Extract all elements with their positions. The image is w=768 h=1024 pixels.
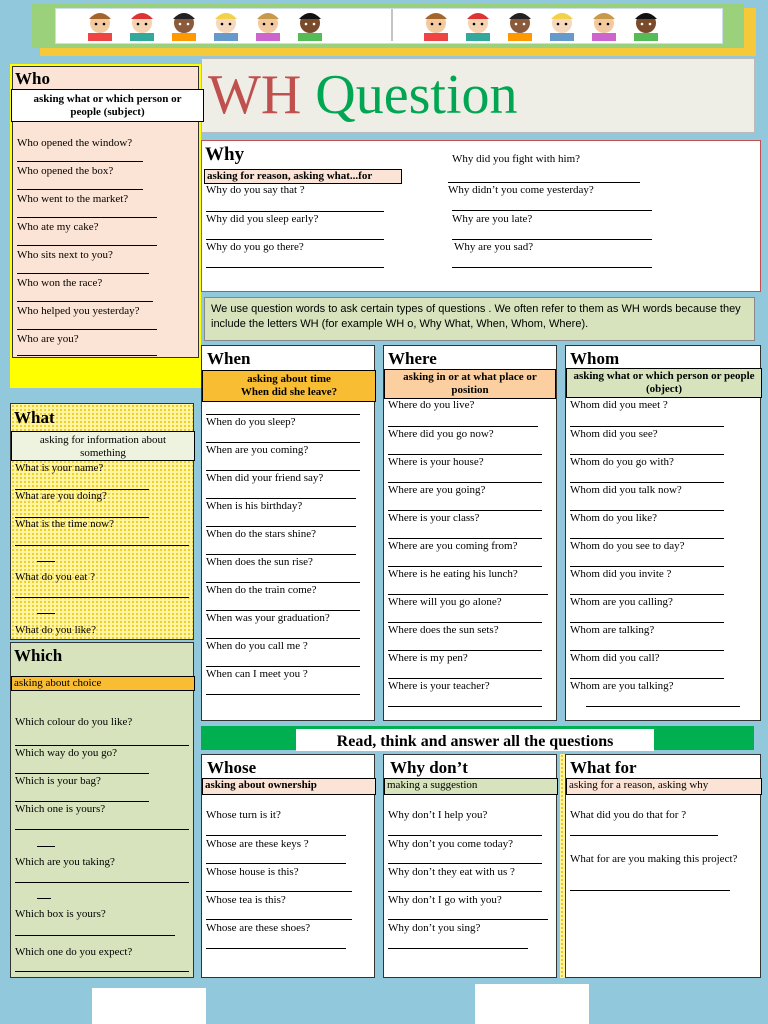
answer-line[interactable]: [388, 594, 548, 595]
answer-line[interactable]: [37, 846, 55, 847]
question-text: Why did you fight with him?: [452, 153, 581, 165]
question-text: Whom do you go with?: [570, 456, 674, 468]
answer-line[interactable]: [206, 442, 360, 443]
why-panel: [201, 140, 761, 292]
who-panel: [10, 64, 201, 388]
answer-line[interactable]: [206, 666, 360, 667]
answer-line[interactable]: [15, 597, 189, 598]
answer-line[interactable]: [388, 948, 528, 949]
question-text: Whom do you like?: [570, 512, 658, 524]
answer-line[interactable]: [570, 426, 724, 427]
answer-line[interactable]: [206, 267, 384, 268]
answer-line[interactable]: [206, 863, 346, 864]
question-text: Why don’t I help you?: [388, 809, 488, 821]
question-text: Whom did you see?: [570, 428, 658, 440]
question-text: What for are you making this project?: [570, 853, 738, 865]
answer-line[interactable]: [570, 594, 724, 595]
question-text: When is his birthday?: [206, 500, 303, 512]
question-text: Whom are talking?: [570, 624, 655, 636]
instruction-text: Read, think and answer all the questions: [336, 733, 614, 750]
question-text: Whose turn is it?: [206, 809, 281, 821]
answer-line[interactable]: [37, 613, 55, 614]
answer-line[interactable]: [15, 935, 175, 936]
answer-line[interactable]: [206, 582, 360, 583]
answer-line[interactable]: [15, 801, 149, 802]
intro-text: We use question words to ask certain types of questions . We often refer to them as WH words because they include the letters WH (for example WH o, Why What, When, Whom, Where).: [211, 303, 741, 330]
answer-line[interactable]: [206, 919, 352, 920]
question-text: Why don’t you come today?: [388, 838, 514, 850]
question-text: Who sits next to you?: [17, 249, 113, 261]
question-text: Whom do you see to day?: [570, 540, 685, 552]
question-text: Why don’t they eat with us ?: [388, 866, 515, 878]
question-text: Which colour do you like?: [15, 716, 133, 728]
answer-line[interactable]: [206, 414, 360, 415]
question-text: Whom did you talk now?: [570, 484, 682, 496]
where-desc: asking in or at what place or position: [384, 369, 556, 399]
question-text: Why are you late?: [452, 213, 533, 225]
why-heading: Why: [205, 144, 245, 165]
answer-line[interactable]: [570, 566, 724, 567]
answer-line[interactable]: [570, 890, 730, 891]
answer-line[interactable]: [206, 694, 360, 695]
answer-line[interactable]: [206, 891, 352, 892]
where-heading: Where: [388, 349, 437, 368]
intro-box: [204, 297, 755, 341]
answer-line[interactable]: [388, 566, 542, 567]
question-text: Whom did you meet ?: [570, 399, 668, 411]
answer-line[interactable]: [206, 835, 346, 836]
whatfor-heading: What for: [570, 758, 637, 777]
bottom-tab-right: [475, 984, 589, 1024]
kids-illustration: [80, 9, 720, 41]
answer-line[interactable]: [15, 745, 189, 746]
answer-line[interactable]: [206, 554, 356, 555]
answer-line[interactable]: [388, 678, 542, 679]
question-text: Which is your bag?: [15, 775, 101, 787]
whose-desc: asking about ownership: [202, 778, 376, 795]
answer-line[interactable]: [17, 273, 149, 274]
who-heading: Who: [15, 69, 50, 88]
answer-line[interactable]: [17, 355, 157, 356]
question-text: Where is he eating his lunch?: [388, 568, 518, 580]
question-text: Who won the race?: [17, 277, 103, 289]
answer-line[interactable]: [570, 482, 724, 483]
question-text: When are you coming?: [206, 444, 309, 456]
answer-line[interactable]: [388, 919, 548, 920]
question-text: Whom are you calling?: [570, 596, 673, 608]
question-text: When do the stars shine?: [206, 528, 316, 540]
answer-line[interactable]: [17, 245, 157, 246]
answer-line[interactable]: [206, 948, 346, 949]
answer-line[interactable]: [206, 239, 384, 240]
question-text: When can I meet you ?: [206, 668, 308, 680]
whom-desc: asking what or which person or people (object): [566, 368, 762, 398]
question-text: Who ate my cake?: [17, 221, 99, 233]
title-question: Question: [315, 64, 518, 126]
question-text: Where do you live?: [388, 399, 475, 411]
answer-line[interactable]: [206, 638, 360, 639]
answer-line[interactable]: [206, 498, 356, 499]
answer-line[interactable]: [570, 650, 724, 651]
whom-panel: [565, 345, 761, 721]
answer-line[interactable]: [388, 891, 542, 892]
answer-line[interactable]: [206, 526, 356, 527]
question-text: When did your friend say?: [206, 472, 324, 484]
answer-line[interactable]: [452, 210, 652, 211]
answer-line[interactable]: [570, 454, 724, 455]
who-desc: asking what or which person or people (subject): [11, 89, 204, 122]
answer-line[interactable]: [388, 482, 542, 483]
answer-line[interactable]: [452, 267, 652, 268]
answer-line[interactable]: [570, 538, 724, 539]
question-text: Who are you?: [17, 333, 79, 345]
question-text: Whose are these shoes?: [206, 922, 311, 934]
answer-line[interactable]: [17, 301, 153, 302]
instruction-text-box: [296, 729, 654, 751]
question-text: When do you sleep?: [206, 416, 296, 428]
answer-line[interactable]: [388, 454, 542, 455]
why-desc: asking for reason, asking what...for: [204, 169, 402, 184]
question-text: Whose are these keys ?: [206, 838, 309, 850]
answer-line[interactable]: [17, 329, 157, 330]
answer-line[interactable]: [15, 545, 189, 546]
answer-line[interactable]: [15, 882, 189, 883]
when-panel: [201, 345, 375, 721]
whydont-desc: making a suggestion: [384, 778, 558, 795]
question-text: Why are you sad?: [454, 241, 534, 253]
what-desc: asking for information about something: [11, 431, 195, 461]
question-text: Whom did you invite ?: [570, 568, 672, 580]
answer-line[interactable]: [17, 217, 157, 218]
which-desc: asking about choice: [11, 676, 195, 691]
question-text: Where is my pen?: [388, 652, 468, 664]
answer-line[interactable]: [570, 622, 724, 623]
question-text: When was your graduation?: [206, 612, 330, 624]
answer-line[interactable]: [388, 538, 542, 539]
question-text: What do you eat ?: [15, 571, 96, 583]
question-text: Whose house is this?: [206, 866, 299, 878]
answer-line[interactable]: [206, 610, 360, 611]
question-text: What are you doing?: [15, 490, 107, 502]
answer-line[interactable]: [388, 706, 542, 707]
answer-line[interactable]: [37, 561, 55, 562]
question-text: When do the train come?: [206, 584, 317, 596]
question-text: Who went to the market?: [17, 193, 129, 205]
bottom-tab-left: [92, 988, 206, 1024]
question-text: Why do you go there?: [206, 241, 304, 253]
question-text: Which one do you expect?: [15, 946, 133, 958]
when-heading: When: [207, 349, 251, 368]
question-text: Where is your house?: [388, 456, 484, 468]
answer-line[interactable]: [570, 510, 724, 511]
whatfor-desc: asking for a reason, asking why: [566, 778, 762, 795]
answer-line[interactable]: [452, 239, 652, 240]
question-text: Where did you go now?: [388, 428, 494, 440]
question-text: Which way do you go?: [15, 747, 118, 759]
whydont-panel: [383, 754, 557, 978]
whydont-heading: Why don’t: [390, 758, 468, 777]
question-text: Why don’t you sing?: [388, 922, 481, 934]
answer-line[interactable]: [586, 706, 740, 707]
question-text: Why didn’t you come yesterday?: [448, 184, 594, 196]
kids-illustration-svg: [80, 9, 720, 41]
question-text: Where does the sun sets?: [388, 624, 499, 636]
whom-heading: Whom: [570, 349, 620, 368]
which-panel: [10, 642, 194, 978]
who-panel-inner: [12, 66, 199, 358]
question-text: Whom did you call?: [570, 652, 660, 664]
answer-line[interactable]: [15, 773, 149, 774]
question-text: Where is your teacher?: [388, 680, 490, 692]
answer-line[interactable]: [388, 510, 542, 511]
question-text: Why did you sleep early?: [206, 213, 319, 225]
question-text: What is the time now?: [15, 518, 114, 530]
question-text: Where are you going?: [388, 484, 486, 496]
whose-panel: [201, 754, 375, 978]
question-text: Which one is yours?: [15, 803, 106, 815]
question-text: Whom are you talking?: [570, 680, 674, 692]
question-text: Which are you taking?: [15, 856, 115, 868]
answer-line[interactable]: [17, 161, 143, 162]
answer-line[interactable]: [388, 426, 538, 427]
answer-line[interactable]: [206, 211, 384, 212]
question-text: When do you call me ?: [206, 640, 308, 652]
answer-line[interactable]: [388, 835, 542, 836]
answer-line[interactable]: [388, 863, 542, 864]
question-text: Which box is yours?: [15, 908, 106, 920]
when-desc: asking about time When did she leave?: [202, 370, 376, 402]
question-text: Where are you coming from?: [388, 540, 518, 552]
question-text: When does the sun rise?: [206, 556, 313, 568]
answer-line[interactable]: [570, 835, 718, 836]
which-heading: Which: [14, 646, 63, 665]
answer-line[interactable]: [15, 829, 189, 830]
question-text: Who helped you yesterday?: [17, 305, 140, 317]
answer-line[interactable]: [17, 189, 143, 190]
question-text: Why don’t I go with you?: [388, 894, 502, 906]
question-text: What is your name?: [15, 462, 104, 474]
answer-line[interactable]: [206, 470, 360, 471]
title-box: [201, 58, 755, 133]
question-text: Who opened the window?: [17, 137, 133, 149]
question-text: What did you do that for ?: [570, 809, 687, 821]
question-text: Where will you go alone?: [388, 596, 502, 608]
where-panel: [383, 345, 557, 721]
what-panel: [10, 403, 194, 640]
whatfor-panel: [565, 754, 761, 978]
whose-heading: Whose: [207, 758, 257, 777]
question-text: What do you like?: [15, 624, 96, 636]
question-text: Whose tea is this?: [206, 894, 286, 906]
question-text: Where is your class?: [388, 512, 480, 524]
question-text: Why do you say that ?: [206, 184, 305, 196]
title-wh: WH: [208, 64, 302, 126]
question-text: Who opened the box?: [17, 165, 114, 177]
answer-line[interactable]: [448, 182, 640, 183]
answer-line[interactable]: [388, 622, 542, 623]
answer-line[interactable]: [388, 650, 542, 651]
what-heading: What: [14, 408, 55, 427]
answer-line[interactable]: [15, 971, 189, 972]
answer-line[interactable]: [570, 678, 724, 679]
answer-line[interactable]: [37, 898, 51, 899]
